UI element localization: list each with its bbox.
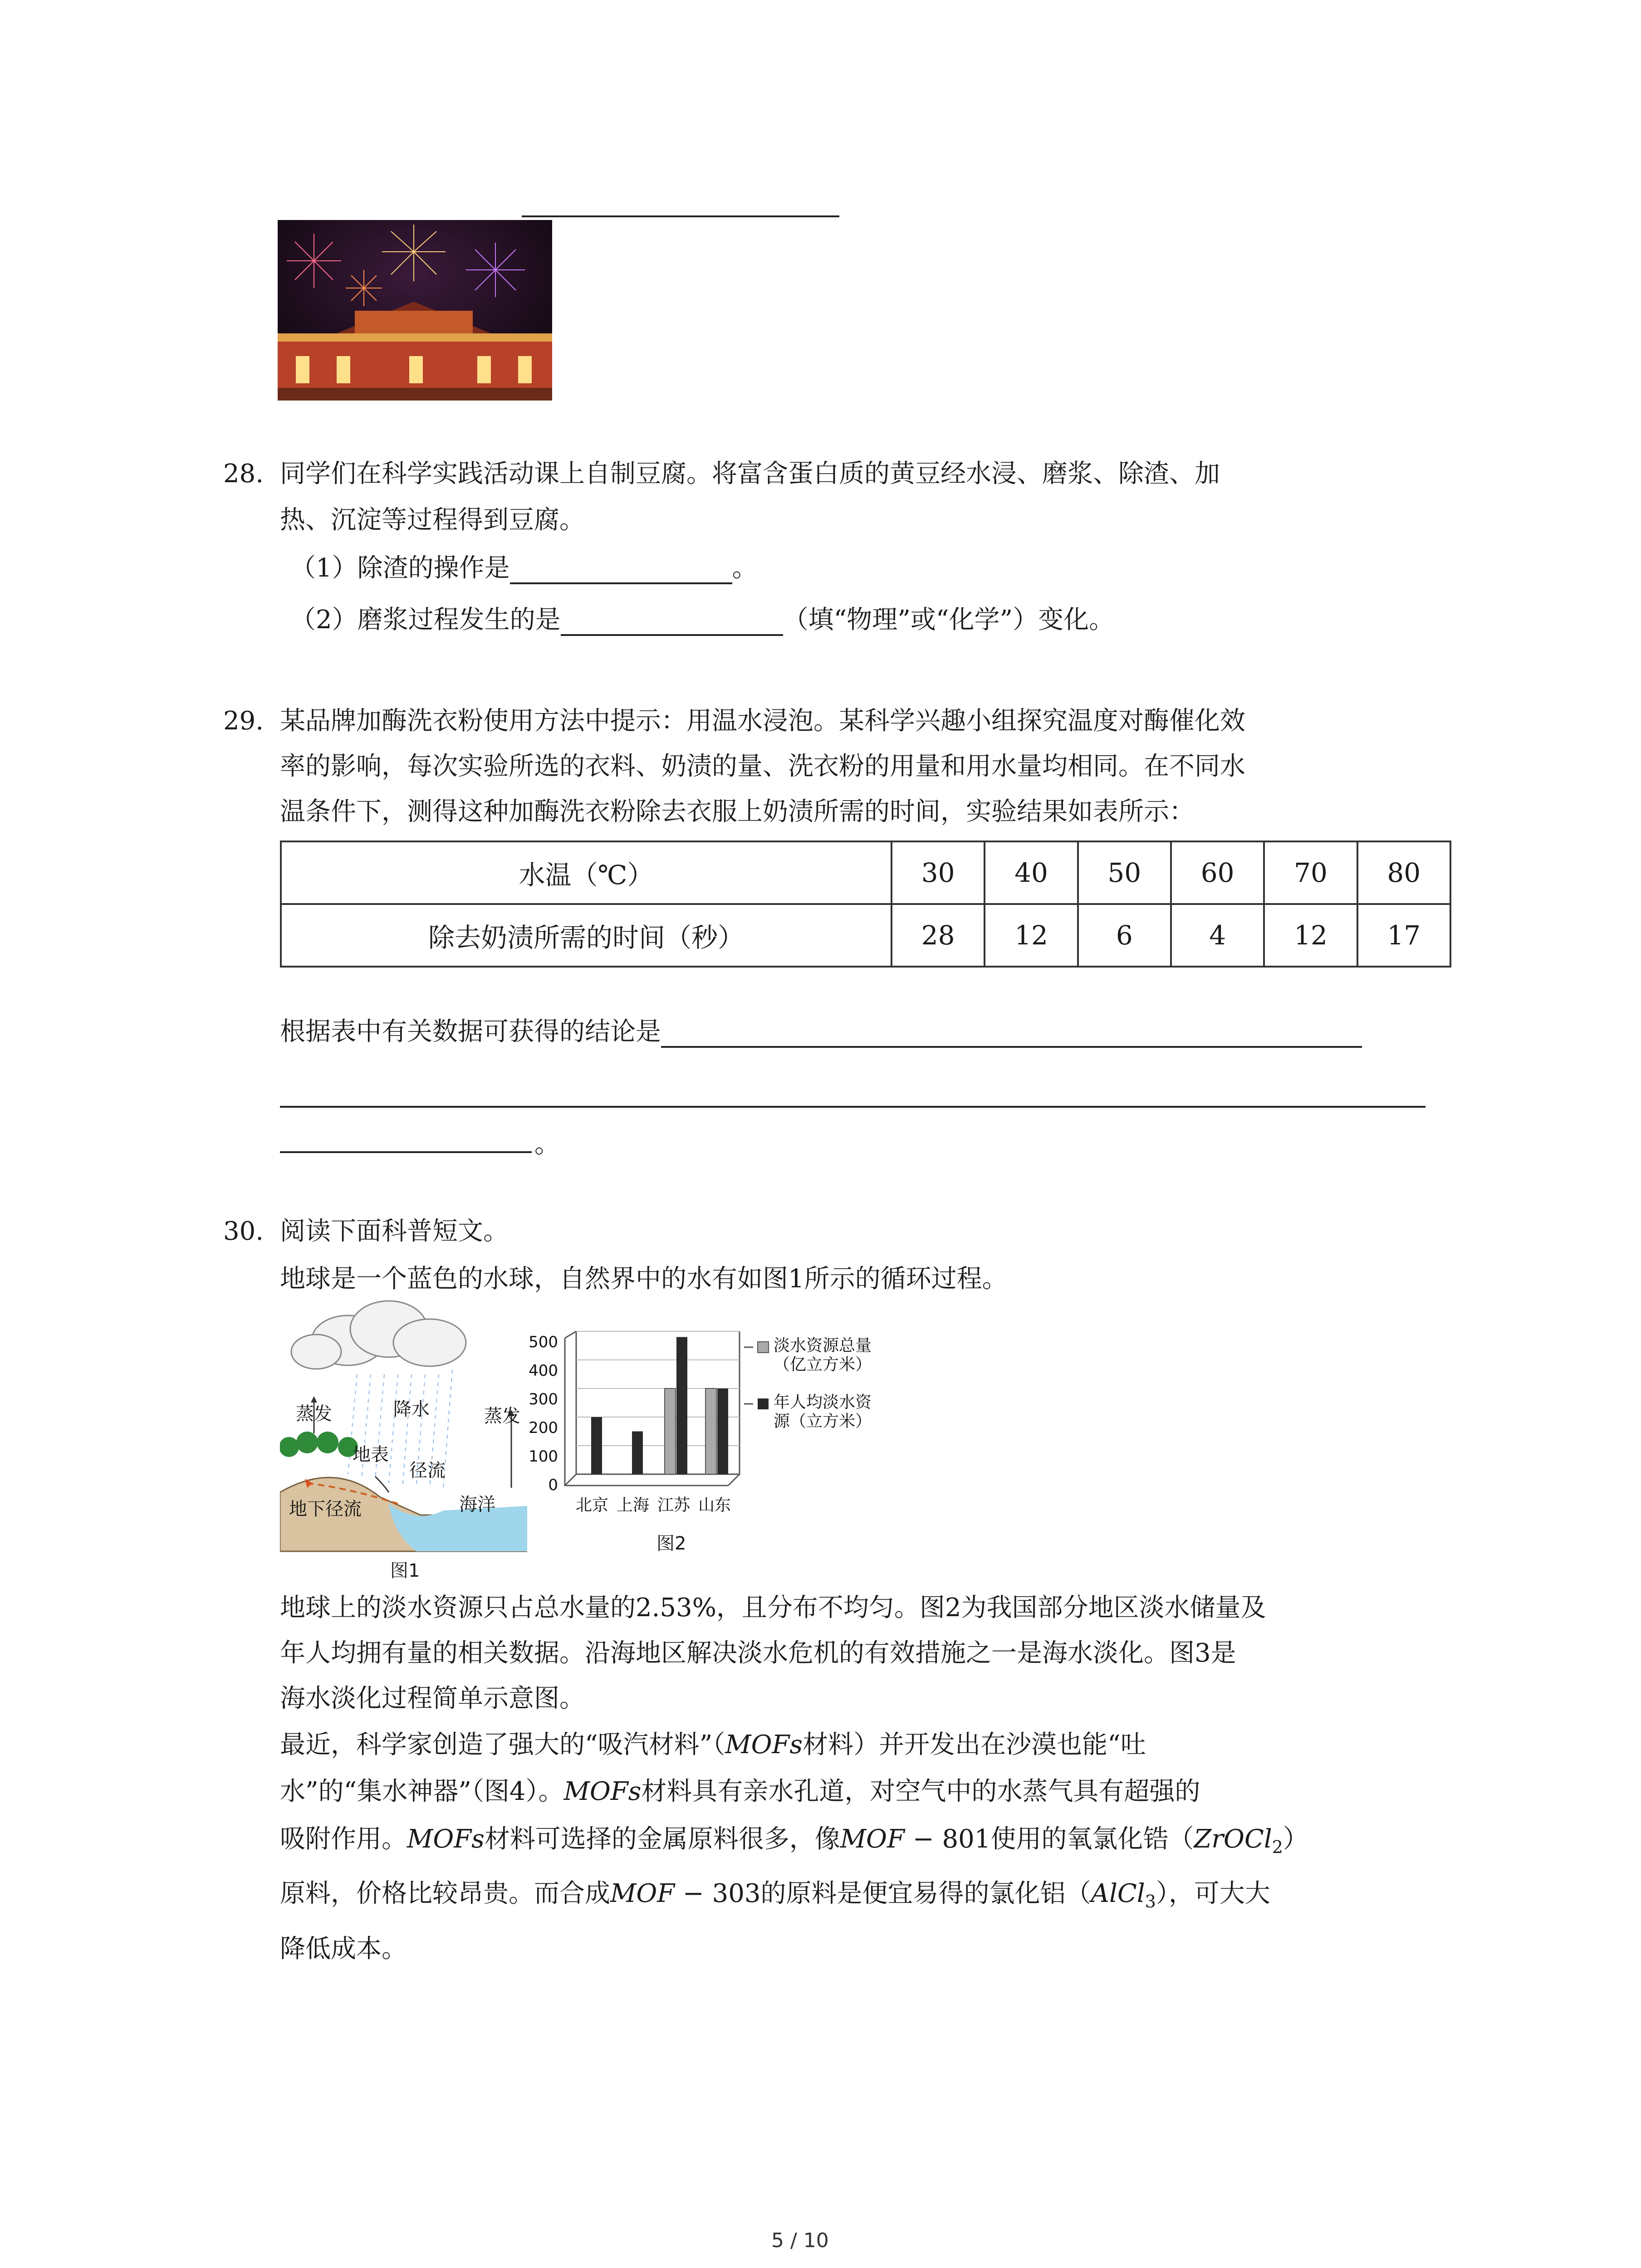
- table-cell: 40: [985, 841, 1078, 904]
- q28-sub2-text: （2）磨浆过程发生的是: [290, 605, 561, 635]
- bar-per-capita-3: [717, 1388, 728, 1474]
- table-cell: 28: [892, 904, 985, 967]
- q29-result-table: [280, 841, 1451, 968]
- table-header-temp: 水温（℃）: [281, 841, 892, 904]
- bar-total-2: [665, 1388, 676, 1474]
- q28-sub2-suffix: （填“物理”或“化学”）变化。: [783, 605, 1115, 635]
- table-cell: 60: [1171, 841, 1264, 904]
- table-cell: 12: [985, 904, 1078, 967]
- bar-per-capita-1: [632, 1432, 643, 1475]
- q30-p2-l5: 降低成本。: [280, 1934, 407, 1964]
- bar-total-3: [705, 1388, 716, 1474]
- q28-number: 28.: [223, 459, 264, 489]
- q29-line2: 率的影响，每次实验所选的衣料、奶渍的量、洗衣粉的用量和用水量均相同。在不同水: [280, 752, 1245, 781]
- q30-p2-l3-text-a: 吸附作用。: [280, 1824, 407, 1854]
- q30-p2-l1-text-c: 材料）并开发出在沙漠也能“吐: [803, 1730, 1146, 1760]
- q30-p2-l2: [280, 1776, 1200, 1808]
- bar-per-capita-2: [676, 1337, 687, 1474]
- q29-conclusion: [280, 1016, 1362, 1048]
- legend-swatch-total: [758, 1342, 769, 1353]
- q30-p2-l3: [280, 1823, 1308, 1863]
- q30-p2-l4-subscript: 3: [1145, 1892, 1156, 1912]
- category-label: 北京: [575, 1496, 609, 1515]
- table-cell: 4: [1171, 904, 1264, 967]
- fireworks-photo: [278, 220, 552, 401]
- q30-p2-l4-text-a: 原料，价格比较昂贵。而合成: [280, 1879, 610, 1908]
- q29-end-mark: 。: [534, 1129, 560, 1159]
- table-cell: 80: [1357, 841, 1450, 904]
- q28-sub1: [290, 552, 758, 584]
- legend-label-per-capita-b: 源（立方米）: [774, 1412, 872, 1431]
- q30-p2-l2-term: MOFs: [563, 1777, 642, 1806]
- fig1-label-runoff: 径流: [409, 1460, 446, 1481]
- q30-p2-l3-formula: ZrOCl: [1194, 1824, 1272, 1854]
- q30-p2-l3-mof: MOF: [840, 1824, 905, 1854]
- y-tick-label: 0: [548, 1476, 558, 1494]
- q29-conclusion-text: 根据表中有关数据可获得的结论是: [280, 1017, 661, 1046]
- y-tick-label: 100: [529, 1447, 558, 1466]
- table-cell: 50: [1078, 841, 1171, 904]
- q30-p2-l3-text-c: 材料可选择的金属原料很多，像: [484, 1824, 840, 1854]
- table-cell: 6: [1078, 904, 1171, 967]
- bar-per-capita-0: [591, 1417, 602, 1474]
- q30-p2-l1-text-a: 最近，科学家创造了强大的“吸汽材料”（: [280, 1730, 725, 1760]
- fig1-label-surface: 地表: [353, 1444, 389, 1465]
- q28-answer-blank-1[interactable]: [510, 557, 732, 584]
- answer-blank-top[interactable]: [522, 215, 839, 217]
- table-cell: 17: [1357, 904, 1450, 967]
- figure-2-caption: 图2: [656, 1533, 686, 1554]
- q30-p2-l1-term: MOFs: [725, 1730, 803, 1760]
- q30-p2-l3-text-e: − 801使用的氧氯化锆（: [904, 1824, 1194, 1854]
- legend-label-total-b: （亿立方米）: [774, 1355, 872, 1374]
- category-label: 江苏: [657, 1496, 691, 1515]
- q30-p2-l3-text-h: ）: [1283, 1824, 1308, 1854]
- q30-p1-l1: 地球上的淡水资源只占总水量的2.53%，且分布不均匀。图2为我国部分地区淡水储量及: [280, 1593, 1266, 1623]
- q28-line1: 同学们在科学实践活动课上自制豆腐。将富含蛋白质的黄豆经水浸、磨浆、除渣、加: [280, 459, 1220, 489]
- q29-answer-blank-1[interactable]: [661, 1021, 1362, 1048]
- q30-p2-l2-text-a: 水”的“集水神器”（图4）。: [280, 1777, 564, 1806]
- q30-line2: 地球是一个蓝色的水球，自然界中的水有如图1所示的循环过程。: [280, 1264, 1008, 1294]
- y-tick-label: 400: [529, 1362, 558, 1380]
- q29-line1: 某品牌加酶洗衣粉使用方法中提示：用温水浸泡。某科学兴趣小组探究温度对酶催化效: [280, 706, 1245, 736]
- table-cell: 12: [1264, 904, 1357, 967]
- q30-line1: 阅读下面科普短文。: [280, 1217, 509, 1246]
- table-row: [281, 841, 1450, 904]
- q30-p2-l4-mof: MOF: [610, 1879, 675, 1908]
- q28-line2: 热、沉淀等过程得到豆腐。: [280, 505, 585, 535]
- q29-answer-blank-3[interactable]: [280, 1151, 532, 1153]
- table-header-time: 除去奶渍所需的时间（秒）: [281, 904, 892, 967]
- q29-answer-blank-2[interactable]: [280, 1106, 1425, 1108]
- page-number: 5 / 10: [771, 2229, 829, 2252]
- q30-p2-l1: [280, 1729, 1146, 1761]
- y-tick-label: 300: [529, 1390, 558, 1408]
- legend-swatch-per-capita: [758, 1398, 769, 1409]
- q30-p1-l3: 海水淡化过程简单示意图。: [280, 1684, 585, 1713]
- q30-p2-l2-text-c: 材料具有亲水孔道，对空气中的水蒸气具有超强的: [641, 1777, 1200, 1806]
- figure-1-caption: 图1: [390, 1560, 420, 1581]
- q29-line3: 温条件下，测得这种加酶洗衣粉除去衣服上奶渍所需的时间，实验结果如表所示：: [280, 797, 1195, 826]
- q28-answer-blank-2[interactable]: [561, 609, 783, 636]
- q30-p1-l2: 年人均拥有量的相关数据。沿海地区解决淡水危机的有效措施之一是海水淡化。图3是: [280, 1638, 1236, 1668]
- category-label: 上海: [616, 1496, 650, 1515]
- table-row: [281, 904, 1450, 967]
- q30-p2-l4-text-f: ），可大大: [1156, 1879, 1270, 1908]
- table-cell: 70: [1264, 841, 1357, 904]
- fig1-label-underground: 地下径流: [289, 1499, 362, 1520]
- y-tick-label: 200: [529, 1419, 558, 1437]
- q30-p2-l4: [280, 1878, 1270, 1917]
- figure-2-chart: [522, 1329, 903, 1556]
- q30-number: 30.: [223, 1217, 264, 1246]
- q28-sub2: [290, 604, 1114, 636]
- fig1-label-rain: 降水: [393, 1399, 430, 1420]
- legend-label-per-capita-a: 年人均淡水资: [774, 1393, 872, 1412]
- category-label: 山东: [698, 1496, 731, 1515]
- legend-label-total-a: 淡水资源总量: [774, 1336, 872, 1355]
- fig1-label-evap-right: 蒸发: [484, 1406, 520, 1427]
- q30-p2-l4-text-c: − 303的原料是便宜易得的氯化铝（: [675, 1879, 1091, 1908]
- q28-sub1-suffix: 。: [732, 553, 758, 583]
- fig1-label-evap-left: 蒸发: [296, 1403, 332, 1424]
- q29-number: 29.: [223, 706, 264, 736]
- y-tick-label: 500: [529, 1333, 558, 1351]
- q30-p2-l4-formula: AlCl: [1091, 1879, 1145, 1908]
- q30-p2-l3-term: MOFs: [407, 1824, 485, 1854]
- table-cell: 30: [892, 841, 985, 904]
- fig1-label-ocean: 海洋: [459, 1494, 495, 1515]
- figure-1-water-cycle: [280, 1297, 527, 1560]
- q28-sub1-text: （1）除渣的操作是: [290, 553, 510, 583]
- q30-p2-l3-subscript: 2: [1272, 1837, 1283, 1857]
